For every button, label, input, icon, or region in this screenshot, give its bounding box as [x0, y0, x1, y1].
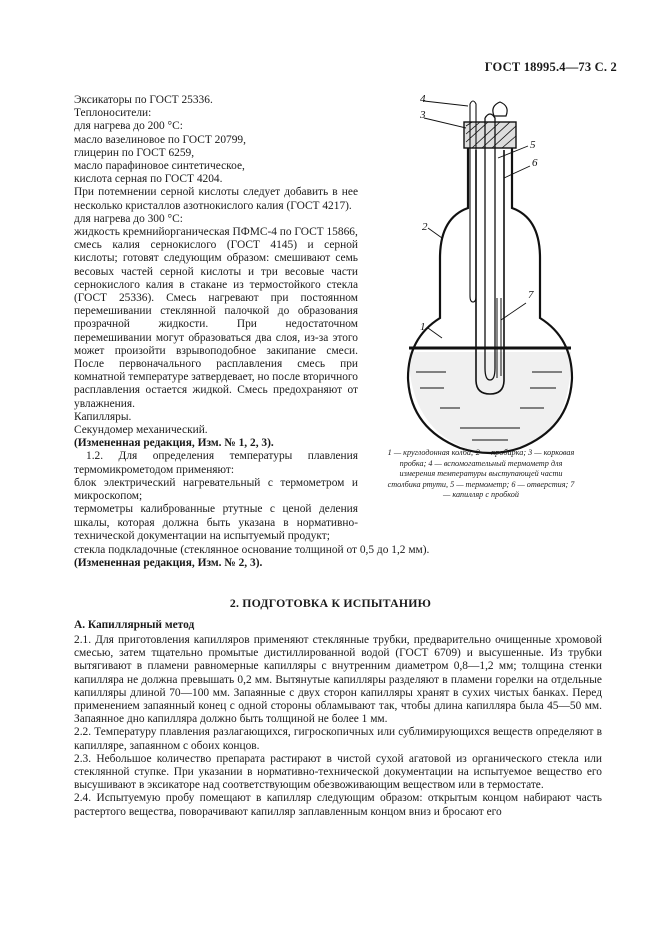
text-paragraph: жидкость кремнийорганическая ПФМС-4 по ГОСТ 15866, — [74, 226, 358, 239]
text-line: Теплоносители: — [74, 107, 152, 120]
liquid-fill — [409, 352, 571, 453]
text-line: Эксикаторы по ГОСТ 25336. — [74, 94, 213, 106]
figure-label: 4 — [420, 93, 426, 105]
amendment-note: (Измененная редакция, Изм. № 2, 3). — [74, 557, 263, 570]
text-paragraph: термометры калиброванные ртутные с ценой деления шкалы, которая должна быть указана в нормативно-технической документации на испытуемый продукт; — [74, 503, 358, 542]
subsection-title: А. Капиллярный метод — [74, 619, 195, 631]
text-line: для нагрева до 300 °С: — [74, 212, 183, 225]
full-lines — [74, 544, 602, 570]
text-paragraph: блок электрический нагревательный с термометром и микроскопом; — [74, 476, 358, 503]
figure-label: 6 — [532, 157, 538, 169]
text-line: для нагрева до 200 °С: — [74, 120, 183, 133]
text-paragraph: 2.1. Для приготовления капилляров применяют стеклянные трубки, предварительно очищенные хромовой смесью, затем тщательно промытые дистиллированной водой (ГОСТ 6709) и высушенные. Из трубки вытягивают в пламени равномерные капилляры с внутренним диаметром 0,8—1,2 мм; толщина стенки капилляра не должна превышать 0,2 мм. Вытянутые капилляры разделяют в пламени горелки на отдельные капилляры длиной 70—100 мм. Запаянные с двух сторон капилляры хранят в сухих чистых банках. Перед применением запаянный конец с одной стороны обламывают так, чтобы длина капилляра была 45—50 мм. Запаянное дно капилляра должно быть толщиной не более 1 мм. — [74, 634, 602, 726]
figure-label: 7 — [528, 289, 534, 301]
text-paragraph: смесь калия сернокислого (ГОСТ 4145) и серной кислоты; готовят следующим образом: смешивают семь весовых частей серной кислоты и три весовые части сернокислого калия в стакане из термостойкого стекла (ГОСТ 25336). Смесь нагревают при постоянном перемешивании стеклянной палочкой до образования прозрачной жидкости. При недостаточном перемешивании могут образоваться два слоя, из-за этого может произойти взрывоподобное закипание смеси. После первоначального расплавления смесь при комнатной температуре затвердевает, но после вторичного расплавления остается жидкой. Смесь предохраняют от увлажнения. — [74, 239, 358, 410]
figure-label: 2 — [422, 221, 428, 233]
apparatus-figure — [380, 88, 600, 458]
text-line: кислота серная по ГОСТ 4204. — [74, 173, 223, 186]
text-line: Капилляры. — [74, 410, 132, 423]
section-title: 2. ПОДГОТОВКА К ИСПЫТАНИЮ — [229, 596, 432, 610]
text-paragraph: При потемнении серной кислоты следует добавить в нее несколько кристаллов азотнокислого калия (ГОСТ 4217). — [74, 186, 358, 212]
text-paragraph: 1.2. Для определения температуры плавления термомикрометодом применяют: — [74, 450, 358, 476]
page-header: ГОСТ 18995.4—73 С. 2 — [484, 60, 617, 74]
amendment-note: (Измененная редакция, Изм. № 1, 2, 3). — [74, 437, 274, 450]
text-paragraph: 2.4. Испытуемую пробу помещают в капилляр следующим образом: открытым концом набирают часть растертого вещества, поворачивают капилляр заплавленным концом вниз и бросают его — [74, 792, 602, 818]
figure-caption: 1 — круглодонная колба; 2 — пробирка; 3 — корковая пробка; 4 — вспомогательный термометр для измерения температуры выступающей части столбика ртути, 5 — термометр; 6 — отверстия; 7 — капилляр с пробкой — [387, 448, 575, 500]
text-line: масло вазелиновое по ГОСТ 20799, — [74, 133, 246, 146]
figure-label: 3 — [420, 109, 426, 121]
text-paragraph: 2.3. Небольшое количество препарата растирают в чистой сухой агатовой из органического стекла или стеклянной ступке. При указании в нормативно-технической документации на испытуемое вещество его высушивают в эксикаторе над соответствующим обезвоживающим веществом или в термостате. — [74, 752, 602, 792]
figure-label: 1 — [420, 321, 426, 333]
text-line: Секундомер механический. — [74, 424, 208, 437]
text-paragraph: 2.2. Температуру плавления разлагающихся, гигроскопичных или сублимирующихся веществ определяют в капилляре, запаянном с обоих концов. — [74, 726, 602, 752]
figure-label: 5 — [530, 139, 536, 151]
top-knob — [493, 102, 507, 116]
text-line: масло парафиновое синтетическое, — [74, 160, 245, 173]
left-column — [74, 94, 358, 543]
body-paragraphs — [74, 634, 602, 819]
cork-stopper — [464, 122, 516, 148]
text-line: глицерин по ГОСТ 6259, — [74, 146, 195, 159]
main-thermometer — [485, 114, 495, 380]
text-line: стекла подкладочные (стеклянное основание толщиной от 0,5 до 1,2 мм). — [74, 544, 430, 556]
